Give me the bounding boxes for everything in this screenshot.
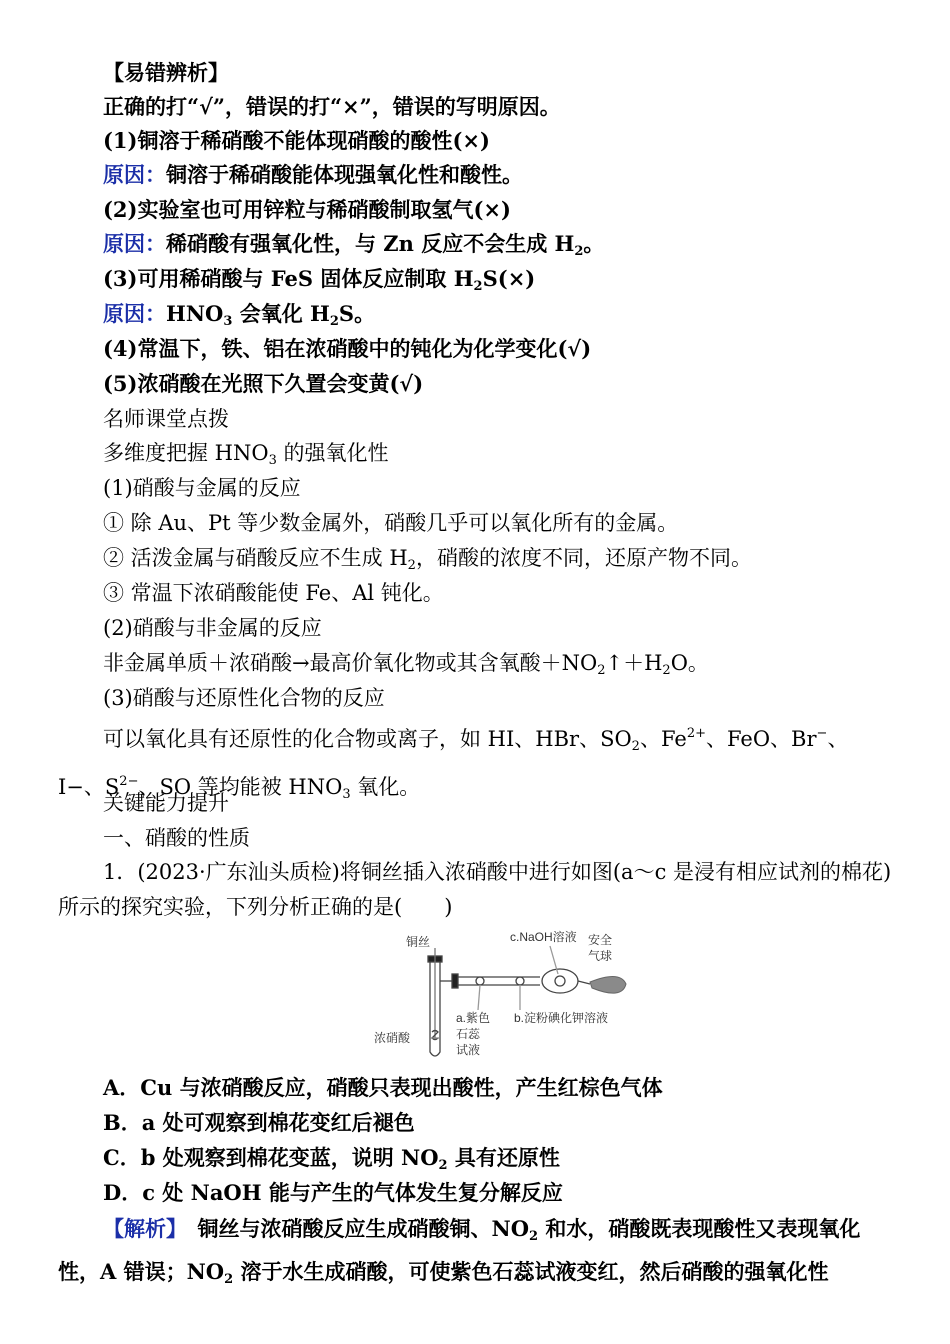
item-4-statement: (4)常温下，铁、铝在浓硝酸中的钝化为化学变化(√): [103, 336, 592, 361]
subtitle-text: 多维度把握 HNO: [103, 441, 269, 465]
pointer-a: [478, 985, 480, 1010]
metal-reaction-point-1: ① 除 Au、Pt 等少数金属外，硝酸几乎可以氧化所有的金属。: [103, 511, 679, 535]
metal-reaction-title: (1)硝酸与金属的反应: [103, 476, 301, 500]
equation-end: O。: [670, 651, 709, 675]
subscript: 2: [224, 1272, 234, 1287]
subscript: 2: [597, 663, 606, 678]
label-a3: 试液: [456, 1043, 481, 1057]
text: 、FeO、Br: [705, 727, 817, 751]
analysis-text: 铜丝与浓硝酸反应生成硝酸铜、NO: [176, 1216, 529, 1241]
cotton-b: [516, 977, 524, 985]
analysis: [58, 1211, 892, 1297]
metal-reaction-point-3: ③ 常温下浓硝酸能使 Fe、Al 钝化。: [103, 581, 444, 605]
text: 、Fe: [639, 727, 687, 751]
subscript: 2: [631, 739, 640, 754]
reason-text-end: 。: [583, 231, 605, 256]
teacher-heading: 名师课堂点拨: [103, 407, 229, 431]
reason-label: 原因：: [103, 301, 166, 326]
option-a: A．Cu 与浓硝酸反应，硝酸只表现出酸性，产生红棕色气体: [103, 1075, 663, 1100]
label-copper-wire: 铜丝: [406, 935, 431, 949]
subscript: 2: [329, 314, 339, 329]
text: 可以氧化具有还原性的化合物或离子，如 HI、HBr、SO: [103, 727, 632, 751]
point-text-end: ，硝酸的浓度不同，还原产物不同。: [415, 546, 752, 570]
option-b: B．a 处可观察到棉花变红后褪色: [103, 1110, 415, 1135]
section-title: 一、硝酸的性质: [103, 826, 250, 850]
reason-text-end: S。: [338, 301, 376, 326]
text: 、S: [83, 775, 120, 799]
label-a1: a.紫色: [456, 1011, 491, 1025]
nonmetal-reaction-title: (2)硝酸与非金属的反应: [103, 616, 322, 640]
equation-reactants: 非金属单质＋浓硝酸: [103, 651, 292, 675]
label-safety-2: 气球: [588, 949, 613, 963]
subscript: 2: [662, 663, 671, 678]
item-1-statement: (1)铜溶于稀硝酸不能体现硝酸的酸性(×): [103, 128, 490, 153]
label-a2: 石蕊: [456, 1027, 481, 1041]
item-5-statement: (5)浓硝酸在光照下久置会变黄(√): [103, 371, 424, 396]
bulb: [542, 969, 578, 993]
statement-text: (3)可用稀硝酸与 FeS 固体反应制取 H: [103, 266, 474, 291]
error-analysis-heading: 【易错辨析】: [103, 60, 229, 85]
subscript: 2: [407, 558, 416, 573]
safety-balloon: [590, 976, 626, 993]
outlet-tube: [578, 981, 590, 984]
analysis-label: 【解析】: [103, 1216, 177, 1241]
item-2-statement: (2)实验室也可用锌粒与稀硝酸制取氢气(×): [103, 197, 511, 222]
text: −: [66, 775, 84, 799]
ability-heading: 关键能力提升: [103, 791, 229, 815]
text: 氧化。: [350, 775, 421, 799]
subscript: 2: [438, 1158, 448, 1173]
label-safety-1: 安全: [588, 933, 613, 947]
cotton-c: [555, 976, 565, 986]
reaction-arrow: →: [292, 651, 310, 675]
glass-tube: [458, 977, 540, 985]
point-text: ② 活泼金属与硝酸反应不生成 H: [103, 546, 408, 570]
superscript: −: [816, 726, 828, 741]
experiment-diagram: [370, 926, 630, 1066]
superscript: 2−: [119, 774, 139, 789]
subscript: 2: [473, 279, 483, 294]
reason-text: 会氧化 H: [232, 301, 330, 326]
subscript: 3: [268, 453, 277, 468]
option-text: C．b 处观察到棉花变蓝，说明 NO: [103, 1145, 439, 1170]
label-naoh: c.NaOH溶液: [510, 930, 577, 944]
cotton-a: [476, 977, 484, 985]
analysis-text: 溶于水生成硝酸，可使紫色石蕊试液变红，然后硝酸的强氧化性: [233, 1259, 829, 1284]
equation-products: 最高价氧化物或其含氧酸＋NO: [309, 651, 598, 675]
subscript: 2: [529, 1229, 539, 1244]
subscript: 3: [342, 787, 351, 802]
statement-text-end: S(×): [482, 266, 536, 291]
reason-text: 稀硝酸有强氧化性，与 Zn 反应不会生成 H: [166, 231, 575, 256]
text: 、SO 等均能被 HNO: [138, 775, 343, 799]
subscript: 2: [574, 244, 584, 259]
question-1: 1．(2023·广东汕头质检)将铜丝插入浓硝酸中进行如图(a～c 是浸有相应试剂的棉花)所示的探究实验，下列分析正确的是( ): [58, 860, 892, 919]
instruction: 正确的打“√”，错误的打“×”，错误的写明原因。: [103, 94, 561, 119]
label-b: b.淀粉碘化钾溶液: [514, 1011, 609, 1025]
reason-text: HNO: [166, 301, 224, 326]
option-text-end: 具有还原性: [447, 1145, 560, 1170]
superscript: 2+: [686, 726, 706, 741]
side-stopper: [452, 974, 458, 988]
label-acid: 浓硝酸: [374, 1031, 411, 1045]
option-d: D．c 处 NaOH 能与产生的气体发生复分解反应: [103, 1180, 563, 1205]
reason-label: 原因：: [103, 231, 166, 256]
subtitle-text-end: 的强氧化性: [276, 441, 389, 465]
equation-products: ↑＋H: [605, 651, 663, 675]
subscript: 3: [223, 314, 233, 329]
text: 、I: [58, 727, 849, 799]
reason-label: 原因：: [103, 162, 166, 187]
analysis-text: 和水，硝酸既表现酸性又表现氧化性，A 错误；NO: [58, 1216, 861, 1284]
reducing-compound-title: (3)硝酸与还原性化合物的反应: [103, 686, 385, 710]
item-1-reason: [103, 158, 892, 192]
reason-text: 铜溶于稀硝酸能体现强氧化性和酸性。: [166, 162, 523, 187]
